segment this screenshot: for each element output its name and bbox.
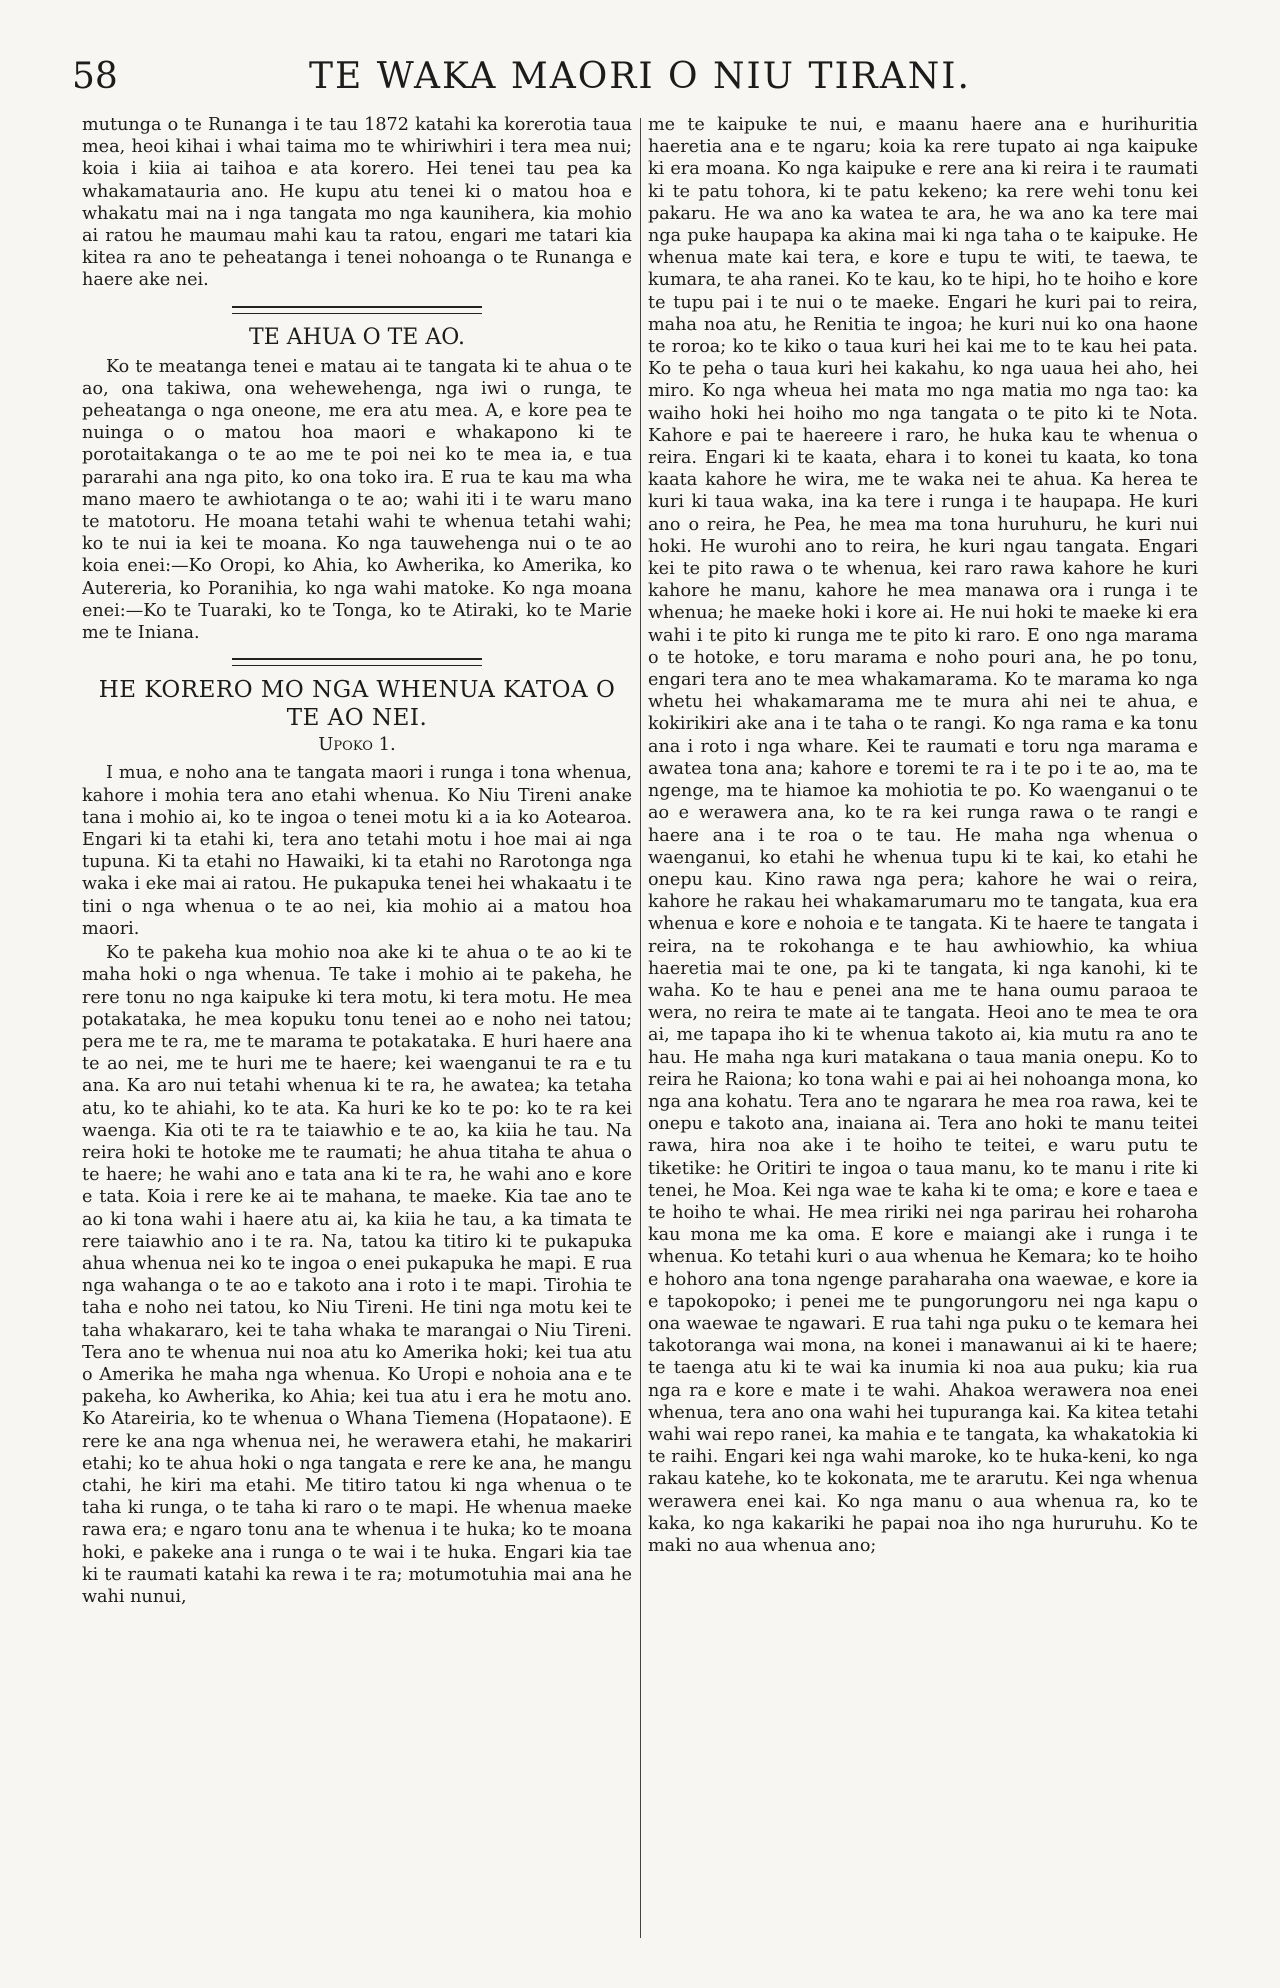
column-divider [640,118,641,1938]
intro-paragraph: mutunga o te Runanga i te tau 1872 katahi ka korerotia taua mea, heoi kihai i whai taima mo te whiriwhiri i tera mea nui; koia i kiia ai taihoa e ata korero. Hei tenei tau pea ka whakamatauria ano. He kupu atu tenei ki o matou hoa e whakatu mai na i nga tangata mo nga kaunihera, kia mohio ai ratou he maumau mahi kau ta ratou, engari me tatari kia kitea ra ano te peheatanga i tenei nohoanga o te Runanga e haere ake nei. [82,115,632,291]
left-column [82,114,632,1610]
running-title: TE WAKA MAORI O NIU TIRANI. [309,56,971,97]
page-number: 58 [72,56,118,97]
section-paragraph: Ko te meatanga tenei e matau ai te tangata ki te ahua o te ao, ona takiwa, ona wehewehenga, nga iwi o runga, te peheatanga o nga oneone, me era atu mea. A, e kore pea te nuinga o o matou hoa maori e whakapono ki te porotaitakanga o te ao me te poi nei ko te mea ia, e tua pararahi ana nga pito, ko ona toko ira. E rua te kau ma wha mano maero te awhiotanga o te ao; wahi iti i te waru mano te matotoru. He moana tetahi wahi te whenua tetahi wahi; ko te nui ia kei te moana. Ko nga tauwehenga nui o te ao koia enei:—Ko Oropi, ko Ahia, ko Awherika, ko Amerika, ko Autereria, ko Poranihia, ko nga wahi matoke. Ko nga moana enei:—Ko te Tuaraki, ko te Tonga, ko te Atiraki, ko te Marie me te Iniana. [82,356,632,644]
page-header [60,46,1220,102]
section-rule [232,306,482,314]
chapter-paragraph-2: Ko te pakeha kua mohio noa ake ki te ahua o te ao ki te maha hoki o nga whenua. Te take i mohio ai te pakeha, he rere tonu no nga kaipuke ki tera motu, ki tera motu. He mea potakataka, he mea kopuku tonu tenei ao e noho nei tatou; pera me te ra, me te marama te potakataka. E huri haere ana te ao nei, me te huri me te haere; kei waenganui te ra e tu ana. Ka aro nui tetahi whenua ki te ra, he awatea; ka tetaha atu, ko te ahiahi, ko te ata. Ka huri ke ko te po: ko te ra kei waenga. Kia oti te ra te taiawhio e te ao, ka kiia he tau. Na reira hoki te hotoke me te raumati; he ahua titaha te ahua o te haere; he wahi ano e tata ana ki te ra, he wahi ano e kore e tata. Koia i rere ke ai te mahana, te maeke. Kia tae ano te ao ki tona wahi i haere atu ai, ka kiia he tau, a ka timata te rere taiawhio ano i te ra. Na, tatou ka titiro ki te pukapuka ahua whenua nei ko te ingoa o enei pukapuka he mapi. E rua nga wahanga o te ao e takoto ana i roto i te mapi. Tirohia te taha e noho nei tatou, ko Niu Tireni. He tini nga motu kei te taha whakararo, kei te taha whaka te marangai o Niu Tireni. Tera ano te whenua nui noa atu ko Amerika hoki; kei tua atu o Amerika he maha nga whenua. Ko Uropi e nohoia ana e te pakeha, ko Awherika, ko Ahia; kei tua atu i era he motu ano. Ko Atareiria, ko te whenua o Whana Tiemena (Hopataone). E rere ke ana nga whenua nei, he werawera etahi, he makariri etahi; ko te ahua hoki o nga tangata e rere ke ana, he mangu ctahi, he kiri ma etahi. Me titiro tatou ki nga whenua o te taha ki runga, o te taha ki raro o te mapi. He whenua maeke rawa era; e ngaro tonu ana te whenua i te huka; ko te moana hoki, e pakeke ana i runga o te wai i te huka. Engari kia tae ki te raumati katahi ka rewa i te ra; motumotuhia mai ana he wahi nunui, [82,943,632,1607]
chapter-subtitle: Upoko 1. [318,734,396,756]
chapter-title: HE KORERO MO NGA WHENUA KATOA O TE AO NEI. [98,677,616,732]
chapter-rule [232,658,482,666]
right-column-text: me te kaipuke te nui, e maanu haere ana e hurihuritia haeretia ana e te ngaru; koia ka rere tupato ai nga kaipuke ki era moana. Ko nga kaipuke e rere ana ki reira i te raumati ki te patu tohora, ki te patu kekeno; ka rere wehi tonu kei pakaru. He wa ano ka watea te ara, he wa ano ka tere mai nga puke haupapa ka akina mai ki nga taha o te kaipuke. He whenua mate kai tera, e kore e tupu te witi, te taewa, te kumara, te aha ranei. Ko te kau, ko te hipi, ho te hoiho e kore te tupu pai i te nui o te maeke. Engari he kuri pai to reira, maha noa atu, he Renitia te ingoa; he kuri nui ko ona haone te roroa; ko te kiko o taua kuri hei kai me to te kau hei pata. Ko te peha o taua kuri hei kakahu, ko nga uaua hei aho, hei miro. Ko nga wheua hei mata mo nga matia mo nga tao: ka waiho hoki hei hoiho mo nga tangata o te pito ki te Nota. Kahore e pai te haereere i raro, he huka kau te whenua o reira. Engari ki te kaata, ehara i to konei tu kaata, ko tona kaata kahore he wira, me te waka nei te ahua. Ka herea te kuri ki taua waka, ina ka tere i runga i te haupapa. He kuri ano o reira, he Pea, he mea ma tona huruhuru, he kuri nui hoki. He wurohi ano to reira, he kuri ngau tangata. Engari kei te pito rawa o te whenua, kei raro rawa kahore he kuri kahore he manu, kahore he mea manawa ora i runga i te whenua; he maeke hoki i kore ai. He nui hoki te maeke ki era wahi i te pito ki runga me te pito ki raro. E ono nga marama o te hotoke, e toru marama e noho pouri ana, he po tonu, engari tera ano te mea whakamarama. Ko te marama ko nga whetu hei whakamarama me te mura ahi nei te ahua, e kokirikiri ake ana i te taha o te rangi. Ko nga rama e ka tonu ana i roto i nga whare. Kei te raumati e toru nga marama e awatea tona ana; kahore e toremi te ra i te po i te ao, ma te ngenge, ma te hiamoe ka mohiotia te po. Ko waenganui o te ao e werawera ana, ko te ra kei runga rawa o te rangi e haere ana i te roa o te tau. He maha nga whenua o waenganui, ko etahi he whenua tupu ki te kai, ko etahi he onepu kau. Kino rawa nga pera; kahore he wai o reira, kahore he rakau hei whakamarumaru mo te tangata, kua era whenua e kore e nohoia e te tangata. Ki te haere te tangata i reira, na te rokohanga e te hau awhiowhio, ka whiua haeretia mai te one, pa ki te tangata, ki nga kanohi, ki te waha. Ko te hau e penei ana me te hana oumu paraoa te wera, no reira te mate ai te tangata. Heoi ano te mea te ora ai, me tapapa iho ki te whenua takoto ai, kia mutu ra ano te hau. He maha nga kuri matakana o taua mania onepu. Ko to reira he Raiona; ko tona wahi e pai ai hei nohoanga mona, ko nga ana kohatu. Tera ano te ngarara he mea roa rawa, kei te onepu e takoto ana, inaiana ai. Tera ano hoki te manu teitei rawa, hira noa ake i te hoiho te teitei, e waru putu te tiketike: he Oritiri te ingoa o taua manu, ko te manu i rite ki tenei, he Moa. Kei nga wae te kaha ki te oma; e kore e taea e te hoiho te whai. He mea ririki nei nga parirau hei roharoha kau mona me ka oma. E kore e maiangi ake i runga i te whenua. Ko tetahi kuri o aua whenua he Kemara; ko te hoiho e hohoro ana tona ngenge paraharaha ona waewae, e kore ia e tapokopoko; i penei me te pungorungoru nei nga kapu o ona waewae te ngawari. E rua tahi nga puku o te kemara hei takotoranga wai mona, na konei i manawanui ai ki te haere; te taenga atu ki te wai ka inumia ki noa aua puku; kia rua nga ra e kore e mate i te wahi. Ahakoa werawera noa enei whenua, tera ano ona wahi hei tupuranga kai. Ka kitea tetahi wahi wai repo ranei, ka mahia e te tangata, ka whakatokia ki te raihi. Engari kei nga wahi maroke, ko te huka-keni, ko nga rakau katehe, ko te kokonata, me te ararutu. Kei nga whenua werawera enei kai. Ko nga manu o aua whenua ra, ko te kaka, ko nga kakariki he papai noa iho nga hururuhu. Ko te maki no aua whenua ano; [648,115,1198,1556]
section-title: TE AHUA O TE AO. [249,324,465,350]
chapter-paragraph-1: I mua, e noho ana te tangata maori i runga i tona whenua, kahore i mohia tera ano etahi whenua. Ko Niu Tireni anake tana i mohio ai, ko te ingoa o tenei motu ki a ia ko Aotearoa. Engari ki ta etahi ki, tera ano tetahi motu i hoe mai ai nga tupuna. Ki ta etahi no Hawaiki, ki ta etahi no Rarotonga nga waka i eke mai ai ratou. He pukapuka tenei hei whakaatu i te tini o nga whenua o te ao nei, kia mohio ai a matou hoa maori. [82,763,632,939]
right-column [648,114,1198,1559]
